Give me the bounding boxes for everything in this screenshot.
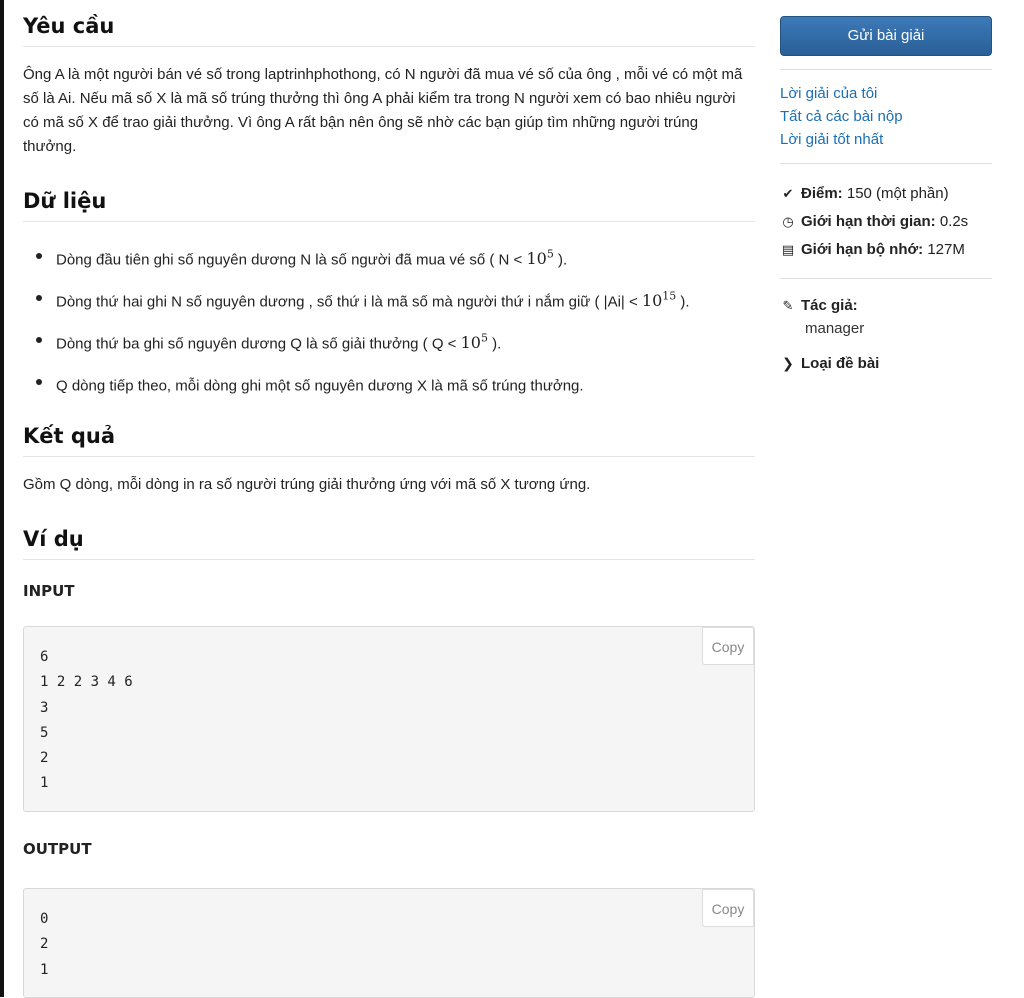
author-section: ✎ Tác giả: manager: [780, 279, 992, 341]
problem-info: [780, 164, 992, 278]
code-line: 3: [40, 699, 49, 716]
points-row: ✔ Điểm: 150 (một phần): [780, 180, 992, 208]
memory-icon: ▤: [781, 242, 795, 257]
best-solutions-link[interactable]: Lời giải tốt nhất: [780, 131, 884, 148]
code-line: 1: [40, 775, 49, 792]
input-code-block: [23, 626, 755, 812]
all-submissions-link[interactable]: Tất cả các bài nộp: [780, 108, 903, 125]
data-item: Dòng đầu tiên ghi số nguyên dương N là số người đã mua vé số ( $N < 10^5$ ).: [23, 236, 755, 278]
code-line: 2: [40, 936, 49, 953]
my-solutions-link[interactable]: Lời giải của tôi: [780, 85, 878, 102]
time-limit-row: ◷ Giới hạn thời gian: 0.2s: [780, 208, 992, 236]
example-heading: Ví dụ: [23, 527, 755, 560]
math-expression: $10^5$: [526, 248, 554, 269]
data-item: Dòng thứ hai ghi N số nguyên dương , số thứ i là mã số mà người thứ i nắm giữ ( $|Ai| < 10^{15}$ ).: [23, 278, 755, 320]
code-line: 5: [40, 724, 49, 741]
output-code-block: [23, 888, 755, 998]
problem-sidebar: [780, 16, 992, 372]
requirement-heading: Yêu cầu: [23, 14, 755, 47]
code-line: 6: [40, 649, 49, 665]
result-paragraph: Gồm Q dòng, mỗi dòng in ra số người trúng giải thưởng ứng với mã số X tương ứng.: [23, 476, 591, 493]
data-item: Q dòng tiếp theo, mỗi dòng ghi một số nguyên dương X là mã số trúng thưởng.: [23, 362, 755, 404]
chevron-right-icon: ❯: [782, 355, 794, 371]
copy-output-button[interactable]: Copy: [702, 889, 754, 927]
code-line: 0: [40, 911, 49, 927]
problem-category-toggle[interactable]: ❯ Loại đề bài: [780, 355, 992, 372]
result-heading: Kết quả: [23, 424, 755, 457]
window-left-edge: [0, 0, 4, 997]
memory-limit-row: ▤ Giới hạn bộ nhớ: 127M: [780, 236, 992, 264]
data-list: [23, 236, 755, 404]
math-expression: $10^{15}$: [641, 290, 677, 311]
check-icon: ✔: [782, 186, 794, 201]
author-name[interactable]: manager: [805, 320, 865, 337]
requirement-paragraph: Ông A là một người bán vé số trong laptrinhphothong, có N người đã mua vé số của ông , mỗi vé có một mã số là Ai. Nếu mã số X là mã số trúng thưởng thì ông A phải kiểm tra trong N người xem có bao nhiêu người có mã số X để trao giải thưởng. Vì ông A rất bận nên ông sẽ nhờ các bạn giúp tìm những người trúng thưởng.: [23, 66, 743, 155]
edit-icon: ✎: [782, 298, 794, 313]
solution-links: [780, 70, 992, 163]
code-line: 1 2 2 3 4 6: [40, 674, 133, 691]
data-item: Dòng thứ ba ghi số nguyên dương Q là số giải thưởng ( $Q < 10^5$ ).: [23, 320, 755, 362]
problem-statement: [23, 0, 755, 998]
output-label: OUTPUT: [23, 840, 92, 858]
math-expression: $10^5$: [460, 332, 488, 353]
copy-input-button[interactable]: Copy: [702, 627, 754, 665]
data-heading: Dữ liệu: [23, 189, 755, 222]
input-label: INPUT: [23, 582, 75, 600]
code-line: 1: [40, 961, 49, 978]
submit-solution-button[interactable]: Gửi bài giải: [780, 16, 992, 56]
code-line: 2: [40, 750, 49, 767]
clock-icon: ◷: [782, 214, 794, 229]
